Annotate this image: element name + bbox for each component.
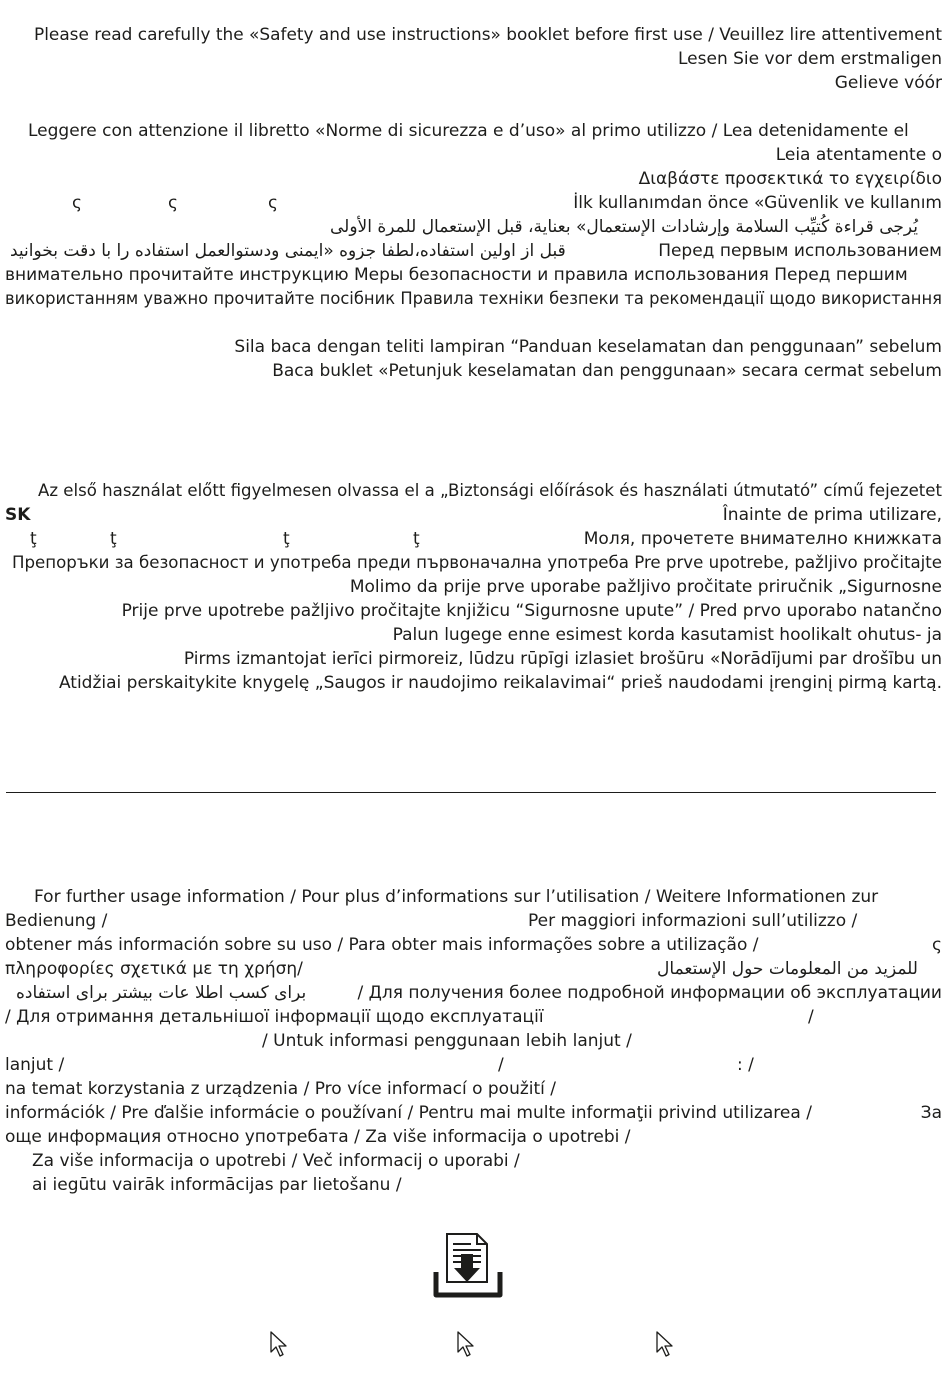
sk-label: SK [5, 505, 31, 525]
info-glyph-4: : / [737, 1055, 754, 1075]
info-glyph-3: / [498, 1055, 504, 1075]
safety2-glyph-1: ţ [30, 529, 37, 549]
mouse-pointer-icon [457, 1331, 475, 1358]
safety-line-russian-2: внимательно прочитайте инструкцию Меры безопасности и правила использования Перед першим [5, 265, 908, 285]
section-divider [6, 792, 936, 793]
safety2-line-bulgarian-1: Моля, прочетете внимателно книжката [583, 529, 942, 549]
info-line-lanjut: lanjut / [5, 1055, 65, 1075]
info-line-2b: Per maggiori informazioni sull’utilizzo / [528, 911, 858, 931]
safety2-glyph-4: ţ [413, 529, 420, 549]
safety-line-malay: Sila baca dengan teliti lampiran “Panduan keselamatan dan penggunaan” sebelum [234, 337, 942, 357]
safety2-line-romanian: Înainte de prima utilizare, [722, 505, 942, 525]
mouse-pointer-icon [656, 1331, 674, 1358]
safety-line-4: Leggere con attenzione il libretto «Norme di sicurezza e d’uso» al primo utilizzo / Lea detenidamente el [28, 121, 909, 141]
safety2-line-bosnian: Prije prve upotrebe pažljivo pročitajte knjižicu “Sigurnosne upute” / Pred prvo uporabo natančno [121, 601, 942, 621]
safety2-line-bulgarian-2: Препоръки за безопасност и употреба преди първоначална употреба Pre prve upotrebe, pažljivo pročitajte [12, 553, 942, 573]
info-line-indonesian: / Untuk informasi penggunaan lebih lanjut / [262, 1031, 632, 1051]
safety-line-7: İlk kullanımdan önce «Güvenlik ve kullanım [573, 193, 942, 213]
info-line-2a: Bedienung / [5, 911, 108, 931]
safety-line-1: Please read carefully the «Safety and use instructions» booklet before first use / Veuillez lire attentivement [34, 25, 942, 45]
safety-line-6: Διαβάστε προσεκτικά το εγχειρίδιο [638, 169, 942, 189]
safety-line-arabic: يُرجى قراءة كُتيِّب السلامة وإرشادات الإستعمال» بعناية، قبل الإستعمال للمرة الأولى [329, 217, 918, 237]
safety2-glyph-3: ţ [283, 529, 290, 549]
safety-line-3: Gelieve vóór [834, 73, 942, 93]
safety-line-russian-1: Перед первым использованием [658, 241, 942, 261]
info-line-1: For further usage information / Pour plus d’informations sur l’utilisation / Weitere Informationen zur [34, 887, 879, 907]
safety-line-2: Lesen Sie vor dem erstmaligen [678, 49, 942, 69]
info-glyph-za: За [920, 1103, 942, 1123]
info-line-polish-czech: na temat korzystania z urządzenia / Pro více informací o použití / [5, 1079, 557, 1099]
info-line-persian: برای کسب اطلا عات بیشتر برای استفاده [16, 983, 307, 1003]
info-line-arabic: للمزيد من المعلومات حول الإستعمال [657, 959, 918, 979]
safety-glyph-3: ς [268, 193, 278, 213]
safety-line-5: Leia atentamente o [775, 145, 942, 165]
info-line-3: obtener más información sobre su uso / Para obter mais informações sobre a utilização / [5, 935, 759, 955]
safety2-line-hungarian: Az első használat előtt figyelmesen olvassa el a „Biztonsági előírások és használati útmutató” című fejezetet [38, 481, 942, 501]
info-line-latvian: ai iegūtu vairāk informācijas par lietošanu / [32, 1175, 402, 1195]
safety-line-indonesian: Baca buklet «Petunjuk keselamatan dan penggunaan» secara cermat sebelum [272, 361, 942, 381]
info-glyph-1: ς [932, 935, 942, 955]
safety-line-persian: قبل از اولین استفاده،لطفا جزوه «ایمنی ودستوالعمل استفاده را با دقت بخوانید [10, 241, 566, 261]
safety-glyph-1: ς [72, 193, 82, 213]
document-download-icon[interactable] [433, 1232, 503, 1300]
safety2-glyph-2: ţ [110, 529, 117, 549]
safety-line-ukrainian: використанням уважно прочитайте посібник Правила техніки безпеки та рекомендації щодо використання [5, 289, 942, 309]
info-line-russian: / Для получения более подробной информации об эксплуатации [357, 983, 942, 1003]
info-line-bulgarian-croatian: още информация относно употребата / Za više informacija o upotrebi / [5, 1127, 631, 1147]
safety2-line-estonian: Palun lugege enne esimest korda kasutamist hoolikalt ohutus- ja [392, 625, 942, 645]
info-line-ukrainian: / Для отримання детальнішої інформації щодо експлуатації [5, 1007, 544, 1027]
info-line-greek: πληροφορίες σχετικά με τη χρήση/ [5, 959, 303, 979]
safety2-line-lithuanian: Atidžiai perskaitykite knygelę „Saugos ir naudojimo reikalavimai“ prieš naudodami įrenginį pirmą kartą. [58, 673, 942, 693]
info-line-hungarian-slovak-romanian: információk / Pre ďalšie informácie o používaní / Pentru mai multe informaţii privind utilizarea / [5, 1103, 812, 1123]
info-line-bosnian-slovenian: Za više informacija o upotrebi / Več informacij o uporabi / [32, 1151, 520, 1171]
mouse-pointer-icon [270, 1331, 288, 1358]
safety-glyph-2: ς [168, 193, 178, 213]
info-glyph-2: / [808, 1007, 814, 1027]
safety2-line-croatian: Molimo da prije prve uporabe pažljivo pročitate priručnik „Sigurnosne [349, 577, 942, 597]
safety2-line-latvian: Pirms izmantojat ierīci pirmoreiz, lūdzu rūpīgi izlasiet brošūru «Norādījumi par drošību un [183, 649, 942, 669]
